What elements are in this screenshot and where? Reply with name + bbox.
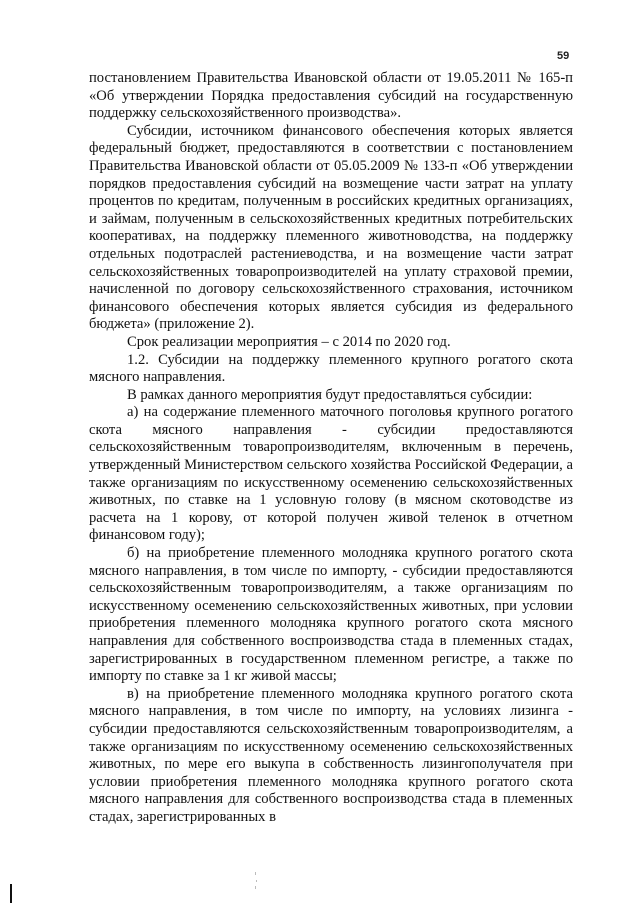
paragraph-subsidies-intro: В рамках данного мероприятия будут предоставляться субсидии:: [127, 386, 533, 403]
page-number: 59: [557, 50, 570, 62]
paragraph-term: Срок реализации мероприятия – с 2014 по 2020 год.: [127, 333, 451, 350]
paragraph-federal-subsidies: Субсидии, источником финансового обеспечения которых является федеральный бюджет, предоставляются в соответствии с постановлением Правительства Ивановской области от 05.05.2009 № 133-п «Об утверждении порядков предоставления субсидий на возмещение части затрат на уплату процентов по кредитам, полученным в российских кредитных организациях, и займам, полученным в сельскохозяйственных кредитных потребительских кооперативах, на поддержку племенного животноводства, на поддержку отдельных подотраслей растениеводства, и на возмещение части затрат сельскохозяйственных товаропроизводителей на уплату страховой премии, начисленной по договору сельскохозяйственного страхования, источником финансового обеспечения которых является субсидия из федерального бюджета» (приложение 2).: [89, 122, 573, 333]
paragraph-item-b: б) на приобретение племенного молодняка крупного рогатого скота мясного направления, в том числе по импорту, - субсидии предоставляются сельскохозяйственным товаропроизводителям, а также организациям по искусственному осеменению сельскохозяйственных животных, при условии приобретения племенного молодняка крупного рогатого скота мясного направления для собственного воспроизводства стада в племенных стадах, зарегистрированных в государственном племенном регистре, а также по импорту по ставке за 1 кг живой массы;: [89, 545, 573, 685]
paragraph-item-v: в) на приобретение племенного молодняка крупного рогатого скота мясного направления, в том числе по импорту, на условиях лизинга - субсидии предоставляются сельскохозяйственным товаропроизводителям, а также организациям по искусственному осеменению сельскохозяйственных животных, по мере его выкупа в собственность лизингополучателя при условии приобретения племенного молодняка крупного рогатого скота мясного направления для собственного воспроизводства стада в племенных стадах, зарегистрированных в: [89, 685, 573, 825]
scan-edge-mark: [10, 884, 12, 903]
paragraph-item-a: а) на содержание племенного маточного поголовья крупного рогатого скота мясного направления - субсидии предоставляются сельскохозяйственным товаропроизводителям, включенным в перечень, утвержденный Министерством сельского хозяйства Российской Федерации, а также организациям по искусственному осеменению сельскохозяйственных животных, по ставке на 1 условную голову (в мясном скотоводстве из расчета на 1 корову, от которой получен живой теленок в отчетном финансовом году);: [89, 404, 573, 544]
paragraph-section-1-2: 1.2. Субсидии на поддержку племенного крупного рогатого скота мясного направления.: [89, 351, 573, 386]
scan-artifact: [256, 880, 257, 882]
document-body: [89, 70, 573, 827]
paragraph-resolution-165: постановлением Правительства Ивановской области от 19.05.2011 № 165-п «Об утверждении Порядка предоставления субсидий на государственную поддержку сельскохозяйственного производства».: [89, 70, 573, 122]
scan-artifact: [255, 886, 256, 889]
scan-artifact: [255, 872, 256, 875]
